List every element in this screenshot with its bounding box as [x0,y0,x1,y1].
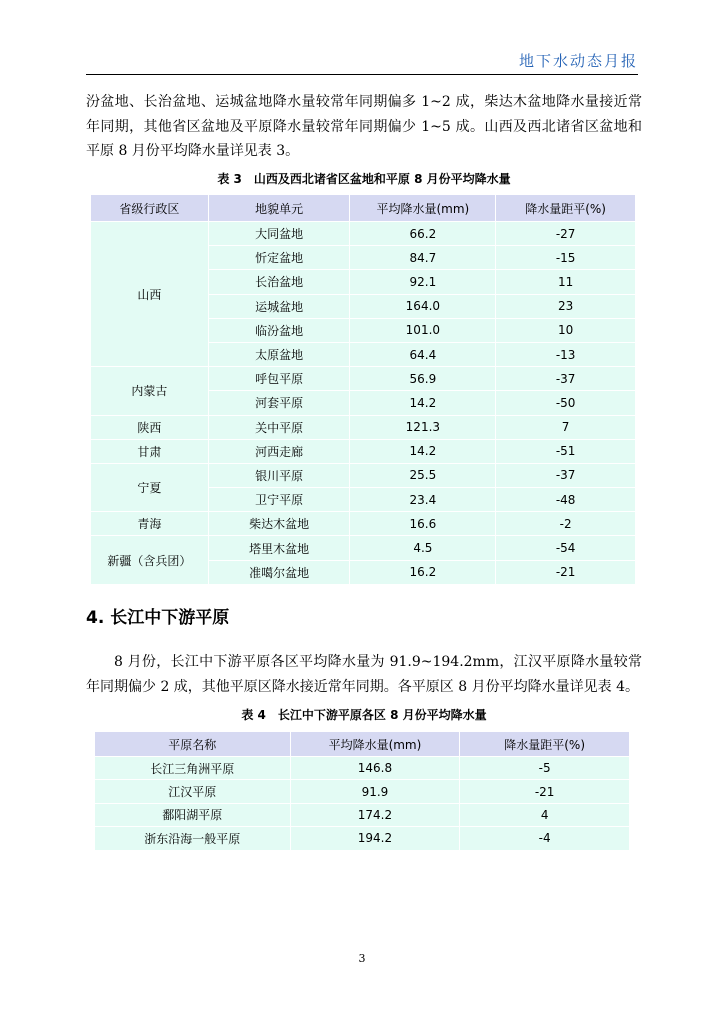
precip-cell: 194.2 [290,827,460,850]
province-cell: 陕西 [91,415,209,439]
table-row [91,222,636,246]
table3-caption: 表 3 山西及西北诸省区盆地和平原 8 月份平均降水量 [217,172,511,186]
table4-header-cell: 平均降水量(mm) [290,732,460,757]
plain-name-cell: 浙东沿海一般平原 [95,827,291,850]
landform-cell: 呼包平原 [208,367,350,391]
province-cell: 内蒙古 [91,367,209,415]
anomaly-cell: -48 [496,488,636,512]
anomaly-cell: -21 [460,780,630,803]
anomaly-cell: -51 [496,439,636,463]
anomaly-cell: -15 [496,246,636,270]
province-cell: 青海 [91,512,209,536]
landform-cell: 临汾盆地 [208,318,350,342]
landform-cell: 忻定盆地 [208,246,350,270]
landform-cell: 塔里木盆地 [208,536,350,560]
anomaly-cell: -27 [496,222,636,246]
landform-cell: 河西走廊 [208,439,350,463]
table-row [91,367,636,391]
precip-cell: 25.5 [350,463,496,487]
landform-cell: 太原盆地 [208,342,350,366]
precip-cell: 4.5 [350,536,496,560]
table-row [91,415,636,439]
precip-cell: 16.6 [350,512,496,536]
table3-header-cell: 平均降水量(mm) [350,195,496,222]
precip-cell: 84.7 [350,246,496,270]
plain-name-cell: 江汉平原 [95,780,291,803]
table4-header-cell: 降水量距平(%) [460,732,630,757]
precip-cell: 14.2 [350,439,496,463]
landform-cell: 关中平原 [208,415,350,439]
table3-header-cell: 地貌单元 [208,195,350,222]
table-row [91,536,636,560]
table-row [95,757,630,780]
anomaly-cell: 11 [496,270,636,294]
table-row [91,512,636,536]
anomaly-cell: -50 [496,391,636,415]
precip-cell: 64.4 [350,342,496,366]
table-row [91,463,636,487]
table-row [95,803,630,826]
table3-header-cell: 降水量距平(%) [496,195,636,222]
precip-cell: 92.1 [350,270,496,294]
page-header [86,50,638,75]
precip-cell: 146.8 [290,757,460,780]
anomaly-cell: -37 [496,463,636,487]
precip-cell: 23.4 [350,488,496,512]
anomaly-cell: 7 [496,415,636,439]
anomaly-cell: -21 [496,560,636,584]
section-title: 4. 长江中下游平原 [86,608,230,628]
table3-header-cell: 省级行政区 [91,195,209,222]
precip-cell: 56.9 [350,367,496,391]
anomaly-cell: -37 [496,367,636,391]
table-row [95,827,630,850]
anomaly-cell: 4 [460,803,630,826]
province-cell: 山西 [91,222,209,367]
anomaly-cell: -54 [496,536,636,560]
paragraph-1: 汾盆地、长治盆地、运城盆地降水量较常年同期偏多 1~2 成，柴达木盆地降水量接近常年同期，其他省区盆地及平原降水量较常年同期偏少 1~5 成。山西及西北诸省区盆地和平原 8 月份平均降水量详见表 3。 [86,94,642,159]
precip-cell: 121.3 [350,415,496,439]
landform-cell: 卫宁平原 [208,488,350,512]
precip-cell: 101.0 [350,318,496,342]
header-title: 地下水动态月报 [518,52,638,70]
anomaly-cell: -5 [460,757,630,780]
anomaly-cell: -2 [496,512,636,536]
landform-cell: 河套平原 [208,391,350,415]
province-cell: 新疆（含兵团） [91,536,209,584]
landform-cell: 准噶尔盆地 [208,560,350,584]
precip-cell: 174.2 [290,803,460,826]
anomaly-cell: -13 [496,342,636,366]
table-row [95,780,630,803]
landform-cell: 运城盆地 [208,294,350,318]
precip-cell: 66.2 [350,222,496,246]
table4-caption: 表 4 长江中下游平原各区 8 月份平均降水量 [241,708,487,722]
paragraph-2: 8 月份，长江中下游平原各区平均降水量为 91.9~194.2mm，江汉平原降水量较常年同期偏少 2 成，其他平原区降水接近常年同期。各平原区 8 月份平均降水量详见表 4。 [86,654,642,695]
landform-cell: 银川平原 [208,463,350,487]
precip-cell: 164.0 [350,294,496,318]
page-number: 3 [358,952,366,965]
landform-cell: 柴达木盆地 [208,512,350,536]
table4-header-row [95,732,630,757]
landform-cell: 大同盆地 [208,222,350,246]
province-cell: 宁夏 [91,463,209,511]
anomaly-cell: 10 [496,318,636,342]
precip-cell: 16.2 [350,560,496,584]
precip-cell: 91.9 [290,780,460,803]
anomaly-cell: 23 [496,294,636,318]
table4-header-cell: 平原名称 [95,732,291,757]
table3 [90,194,636,585]
plain-name-cell: 鄱阳湖平原 [95,803,291,826]
table3-header-row [91,195,636,222]
anomaly-cell: -4 [460,827,630,850]
province-cell: 甘肃 [91,439,209,463]
table4 [94,731,630,851]
plain-name-cell: 长江三角洲平原 [95,757,291,780]
table-row [91,439,636,463]
precip-cell: 14.2 [350,391,496,415]
landform-cell: 长治盆地 [208,270,350,294]
